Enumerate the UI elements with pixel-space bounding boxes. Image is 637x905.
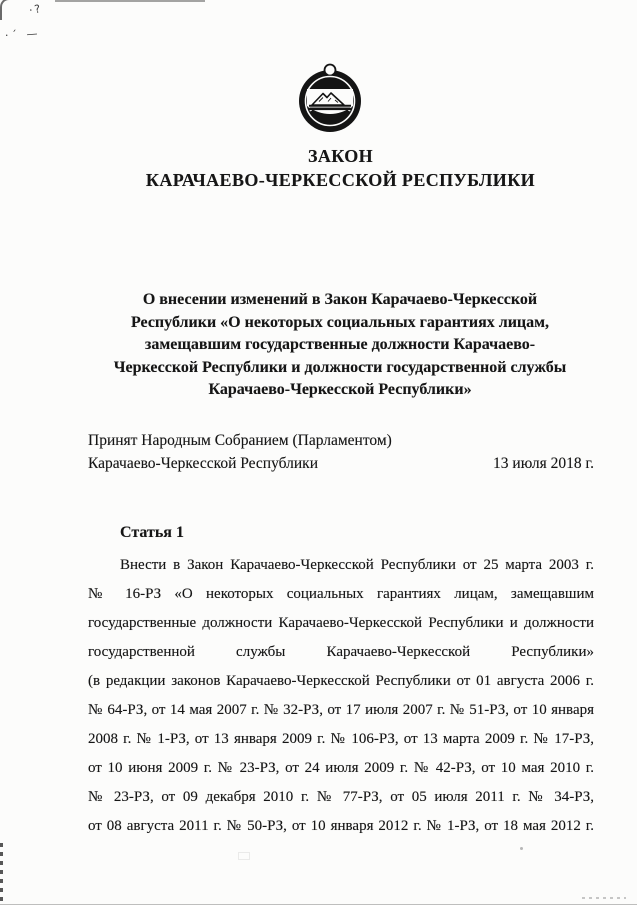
scan-top-edge-artifact xyxy=(55,0,205,2)
adoption-line1: Принят Народным Собранием (Парламентом) xyxy=(88,432,392,449)
adoption-block xyxy=(88,429,594,475)
adoption-statement xyxy=(88,429,392,475)
article-body-line: № 16-РЗ «О некоторых социальных гарантиях лицам, замещавшим xyxy=(88,586,594,602)
article-body-line: № 23-РЗ, от 09 декабря 2010 г. № 77-РЗ, от 05 июля 2011 г. № 34-РЗ, xyxy=(88,789,594,805)
article-body-line: № 64-РЗ, от 14 мая 2007 г. № 32-РЗ, от 17 июля 2007 г. № 51-РЗ, от 10 января xyxy=(88,702,594,718)
scan-smudge xyxy=(238,852,250,860)
article-body-line: Внести в Закон Карачаево-Черкесской Республики от 25 марта 2003 г. xyxy=(120,557,594,573)
adoption-date: 13 июля 2018 г. xyxy=(493,455,594,472)
law-subject-line: Карачаево-Черкесской Республики» xyxy=(208,381,472,398)
article-heading: Статья 1 xyxy=(120,524,184,541)
article-body-line: от 08 августа 2011 г. № 50-РЗ, от 10 января 2012 г. № 1-РЗ, от 18 мая 2012 г. xyxy=(88,818,594,834)
law-subject-line: замещавшим государственные должности Карачаево- xyxy=(144,336,536,353)
document-title-line2: КАРАЧАЕВО-ЧЕРКЕССКОЙ РЕСПУБЛИКИ xyxy=(145,170,536,190)
article-body-line: от 10 июня 2009 г. № 23-РЗ, от 24 июля 2009 г. № 42-РЗ, от 10 мая 2010 г. xyxy=(88,760,594,776)
scan-left-edge-artifact xyxy=(0,843,3,905)
adoption-line2: Карачаево-Черкесской Республики xyxy=(88,455,318,472)
law-subject-line: Республики «О некоторых социальных гарантиях лицам, xyxy=(130,313,550,331)
coat-of-arms-icon xyxy=(297,62,363,134)
scan-corner-artifact xyxy=(0,0,12,20)
law-subject-line: О внесении изменений в Закон Карачаево-Черкесской xyxy=(142,291,538,308)
law-subject-line: Черкесской Республики и должности государственной службы xyxy=(113,358,567,376)
document-title-line1: ЗАКОН xyxy=(307,146,374,166)
document-title xyxy=(22,144,637,192)
article-body-line: (в редакции законов Карачаево-Черкесской Республики от 01 августа 2006 г. xyxy=(88,673,594,689)
article-body-line: государственные должности Карачаево-Черкесской Республики и должности xyxy=(88,615,594,631)
article-body-line: государственной службы Карачаево-Черкесской Республики» xyxy=(88,644,594,660)
pencil-mark: ·? xyxy=(27,1,44,18)
scan-bottom-right-artifact xyxy=(582,897,626,899)
scan-smudge xyxy=(520,847,523,850)
article-body-line: 2008 г. № 1-РЗ, от 13 января 2009 г. № 106-РЗ, от 13 марта 2009 г. № 17-РЗ, xyxy=(88,731,594,747)
article-body xyxy=(88,551,594,841)
law-subject xyxy=(43,289,637,402)
pencil-mark: ·´ — xyxy=(4,26,41,43)
